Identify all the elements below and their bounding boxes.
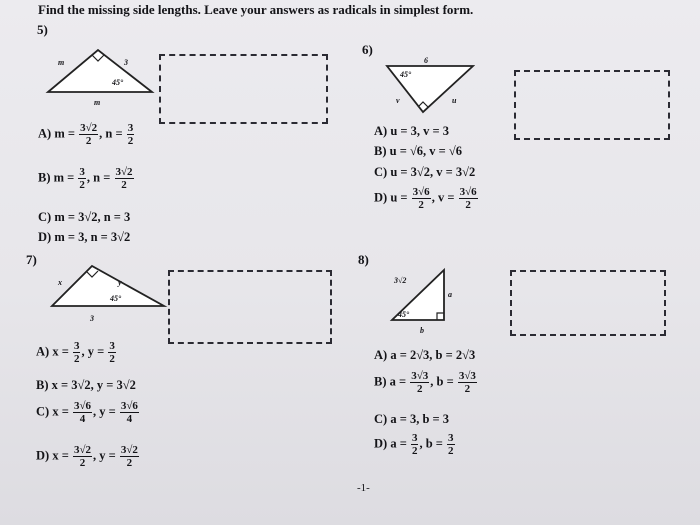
choice-d[interactable]: D) x = $\frac{3√2}{2}$ , y = $\frac{3√2}{2}$ bbox=[36, 444, 138, 469]
choice-a[interactable]: A) m = $\frac{3√2}{2}$ , n = $\frac{3}{2}$ bbox=[38, 122, 134, 147]
choice-b[interactable]: B) a = $\frac{3√3}{2}$ , b = $\frac{3√3}{2}$ bbox=[374, 370, 476, 395]
side-label: 3 bbox=[90, 314, 94, 323]
fraction: $\frac{3√6}{2}$ bbox=[412, 186, 430, 211]
fraction: $\frac{3√6}{2}$ bbox=[459, 186, 477, 211]
answer-box[interactable] bbox=[514, 70, 670, 140]
fraction: $\frac{3}{2}$ bbox=[127, 122, 134, 147]
fraction: $\frac{3}{2}$ bbox=[79, 166, 85, 191]
fraction: $\frac{3√2}{2}$ bbox=[115, 166, 133, 191]
choice-label: C) x = bbox=[36, 404, 72, 419]
problem-number: 7) bbox=[26, 252, 37, 267]
choice-label: B) m = bbox=[38, 170, 78, 185]
side-label: u bbox=[452, 96, 457, 105]
fraction: $\frac{3√6}{4}$ bbox=[73, 400, 91, 425]
problem-number: 6) bbox=[362, 42, 373, 57]
side-label: 3√2 bbox=[394, 276, 407, 285]
fraction: $\frac{3}{2}$ bbox=[109, 340, 115, 365]
choice-d[interactable]: D) u = $\frac{3√6}{2}$ , v = $\frac{3√6}{2}$ bbox=[374, 186, 477, 211]
fraction: $\frac{3}{2}$ bbox=[411, 432, 418, 457]
choice-d[interactable]: D) m = 3, n = 3√2 bbox=[38, 230, 131, 244]
fraction: $\frac{3√3}{2}$ bbox=[411, 370, 429, 395]
side-label: 6 bbox=[424, 56, 428, 65]
choice-label: A) m = bbox=[38, 126, 79, 141]
fraction: $\frac{3√2}{2}$ bbox=[80, 122, 98, 147]
fraction: $\frac{3√2}{2}$ bbox=[120, 444, 138, 469]
choice-b[interactable]: B) m = $\frac{3}{2}$ , n = $\frac{3√2}{2}$ bbox=[38, 166, 133, 191]
side-label: 3 bbox=[124, 58, 128, 67]
choice-a[interactable]: A) a = 2√3, b = 2√3 bbox=[374, 348, 476, 362]
answer-box[interactable] bbox=[510, 270, 666, 336]
problem-number: 5) bbox=[37, 22, 48, 37]
fraction: $\frac{3√3}{2}$ bbox=[458, 370, 476, 395]
choice-c[interactable]: C) a = 3, b = 3 bbox=[374, 412, 450, 426]
triangle-figure bbox=[40, 40, 160, 100]
problem-number: 8) bbox=[358, 252, 369, 267]
answer-box[interactable] bbox=[159, 54, 328, 124]
choice-label: A) x = bbox=[36, 344, 72, 359]
choice-d[interactable]: D) a = $\frac{3}{2}$ , b = $\frac{3}{2}$ bbox=[374, 432, 454, 457]
choice-label: D) u = bbox=[374, 190, 411, 205]
side-label: m bbox=[58, 58, 65, 67]
choice-c[interactable]: C) x = $\frac{3√6}{4}$ , y = $\frac{3√6}{4}$ bbox=[36, 400, 138, 425]
choice-a[interactable]: A) u = 3, v = 3 bbox=[374, 124, 450, 138]
angle-label: 45° bbox=[400, 70, 412, 79]
fraction: $\frac{3}{2}$ bbox=[73, 340, 80, 365]
choice-c[interactable]: C) m = 3√2, n = 3 bbox=[38, 210, 131, 224]
angle-label: 45° bbox=[398, 310, 410, 319]
choice-b[interactable]: B) x = 3√2, y = 3√2 bbox=[36, 378, 136, 392]
side-label: v bbox=[396, 96, 400, 105]
choice-label: D) a = bbox=[374, 436, 410, 451]
angle-label: 45° bbox=[112, 78, 124, 87]
choice-a[interactable]: A) x = $\frac{3}{2}$ , y = $\frac{3}{2}$ bbox=[36, 340, 115, 365]
page-number: -1- bbox=[357, 482, 370, 494]
side-label: a bbox=[448, 290, 452, 299]
choice-c[interactable]: C) u = 3√2, v = 3√2 bbox=[374, 165, 476, 179]
choice-label: B) a = bbox=[374, 374, 410, 389]
side-label: y bbox=[118, 278, 122, 287]
triangle-figure bbox=[385, 62, 475, 117]
instructions: Find the missing side lengths. Leave your answers as radicals in simplest form. bbox=[38, 2, 474, 17]
choice-label: D) x = bbox=[36, 448, 72, 463]
choice-b[interactable]: B) u = √6, v = √6 bbox=[374, 144, 463, 158]
answer-box[interactable] bbox=[168, 270, 332, 344]
side-label: x bbox=[58, 278, 62, 287]
fraction: $\frac{3√2}{2}$ bbox=[73, 444, 91, 469]
triangle-figure bbox=[48, 262, 168, 312]
angle-label: 45° bbox=[110, 294, 122, 303]
fraction: $\frac{3√6}{4}$ bbox=[120, 400, 138, 425]
fraction: $\frac{3}{2}$ bbox=[448, 432, 454, 457]
side-label: m bbox=[94, 98, 101, 107]
side-label: b bbox=[420, 326, 424, 335]
